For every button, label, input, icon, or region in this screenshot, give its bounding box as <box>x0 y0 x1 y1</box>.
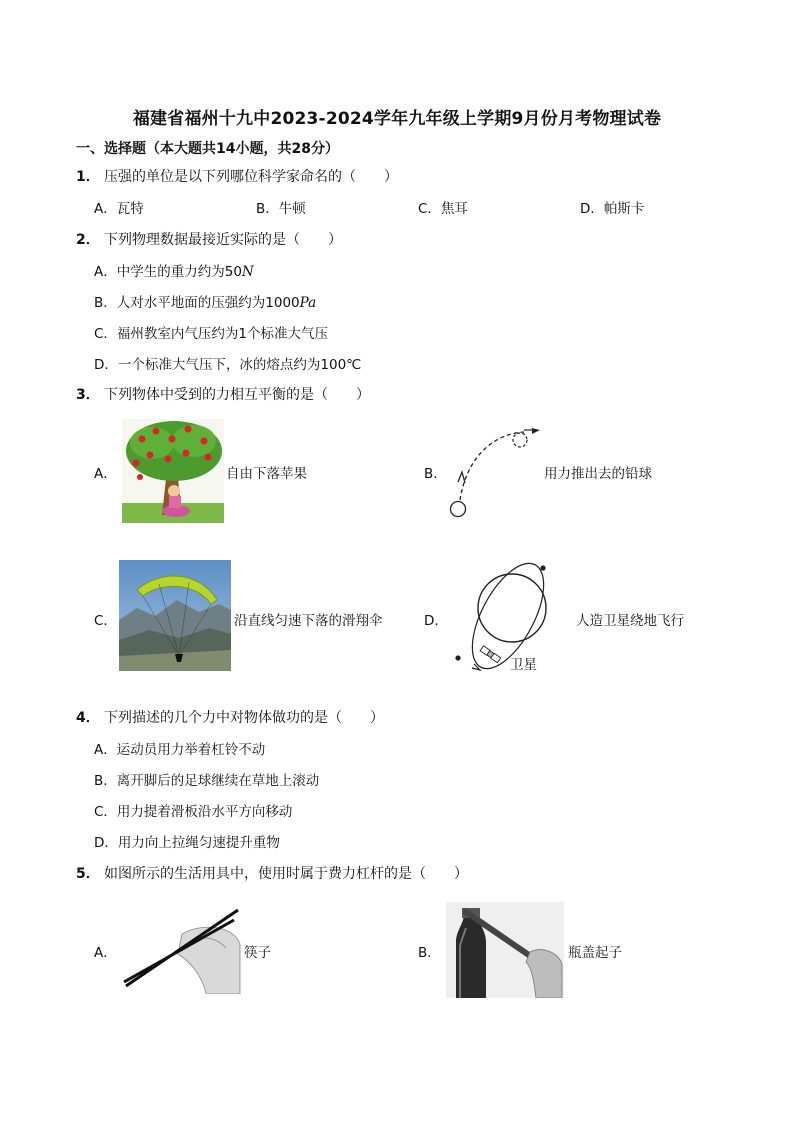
shot-put-trajectory-diagram <box>446 420 542 520</box>
q5-option-a-letter[interactable]: A． <box>94 945 117 961</box>
q2-option-a[interactable] <box>94 260 254 280</box>
option-text: C．福州教室内气压约为1个标准大气压 <box>94 326 329 342</box>
q3-option-d-letter[interactable]: D． <box>424 613 448 629</box>
question-3 <box>76 384 370 404</box>
q2-option-c[interactable] <box>94 322 328 342</box>
question-2 <box>76 229 342 249</box>
q1-option-a[interactable]: A．瓦特 <box>94 201 144 217</box>
question-1 <box>76 166 398 186</box>
q5-option-a-label: 筷子 <box>244 945 271 961</box>
satellite-orbit-diagram <box>450 560 556 674</box>
option-unit: Pa <box>299 295 317 311</box>
q2-option-b[interactable] <box>94 291 316 311</box>
question-number: 3． <box>76 387 100 403</box>
q3-option-b-letter[interactable]: B． <box>424 466 447 482</box>
option-text: A．中学生的重力约为50 <box>94 264 242 280</box>
document-title: 福建省福州十九中2023-2024学年九年级上学期9月份月考物理试卷 <box>132 109 662 129</box>
question-stem: 下列物体中受到的力相互平衡的是（ ） <box>104 387 370 403</box>
paraglider-image <box>119 560 231 671</box>
q5-option-b-letter[interactable]: B． <box>418 945 441 961</box>
q2-option-d[interactable] <box>94 353 361 373</box>
q1-option-b[interactable]: B．牛顿 <box>256 201 306 217</box>
chopsticks-image <box>122 904 242 994</box>
q3-option-c-label: 沿直线匀速下落的滑翔伞 <box>234 613 383 629</box>
question-stem: 下列物理数据最接近实际的是（ ） <box>104 232 342 248</box>
option-text: B．人对水平地面的压强约为1000 <box>94 295 300 311</box>
q5-option-b-label: 瓶盖起子 <box>568 945 622 961</box>
q4-option-b[interactable]: B．离开脚后的足球继续在草地上滚动 <box>94 773 320 789</box>
question-number: 4． <box>76 710 100 726</box>
bottle-opener-image <box>446 902 564 998</box>
q3-option-d-label: 人造卫星绕地飞行 <box>576 613 684 629</box>
question-stem: 压强的单位是以下列哪位科学家命名的（ ） <box>104 169 398 185</box>
apple-tree-image <box>122 419 224 523</box>
question-4 <box>76 707 384 727</box>
satellite-caption: 卫星 <box>510 657 537 673</box>
q3-option-c-letter[interactable]: C． <box>94 613 117 629</box>
q4-option-d[interactable]: D．用力向上拉绳匀速提升重物 <box>94 835 280 851</box>
question-5 <box>76 863 468 883</box>
q1-option-d[interactable]: D．帕斯卡 <box>580 201 645 217</box>
q1-option-c[interactable]: C．焦耳 <box>418 201 468 217</box>
option-unit: N <box>241 264 254 280</box>
question-number: 2． <box>76 232 100 248</box>
q3-option-b-label: 用力推出去的铅球 <box>544 466 652 482</box>
question-number: 1． <box>76 169 100 185</box>
option-text: D．一个标准大气压下，冰的熔点约为100℃ <box>94 357 362 373</box>
q4-option-a[interactable]: A．运动员用力举着杠铃不动 <box>94 742 266 758</box>
section-heading: 一、选择题（本大题共14小题，共28分） <box>76 141 339 157</box>
question-number: 5． <box>76 866 100 882</box>
question-stem: 下列描述的几个力中对物体做功的是（ ） <box>104 710 384 726</box>
q3-option-a-letter[interactable]: A． <box>94 466 117 482</box>
q3-option-a-label: 自由下落苹果 <box>226 466 307 482</box>
q4-option-c[interactable]: C．用力提着滑板沿水平方向移动 <box>94 804 293 820</box>
question-stem: 如图所示的生活用具中，使用时属于费力杠杆的是（ ） <box>104 866 468 882</box>
